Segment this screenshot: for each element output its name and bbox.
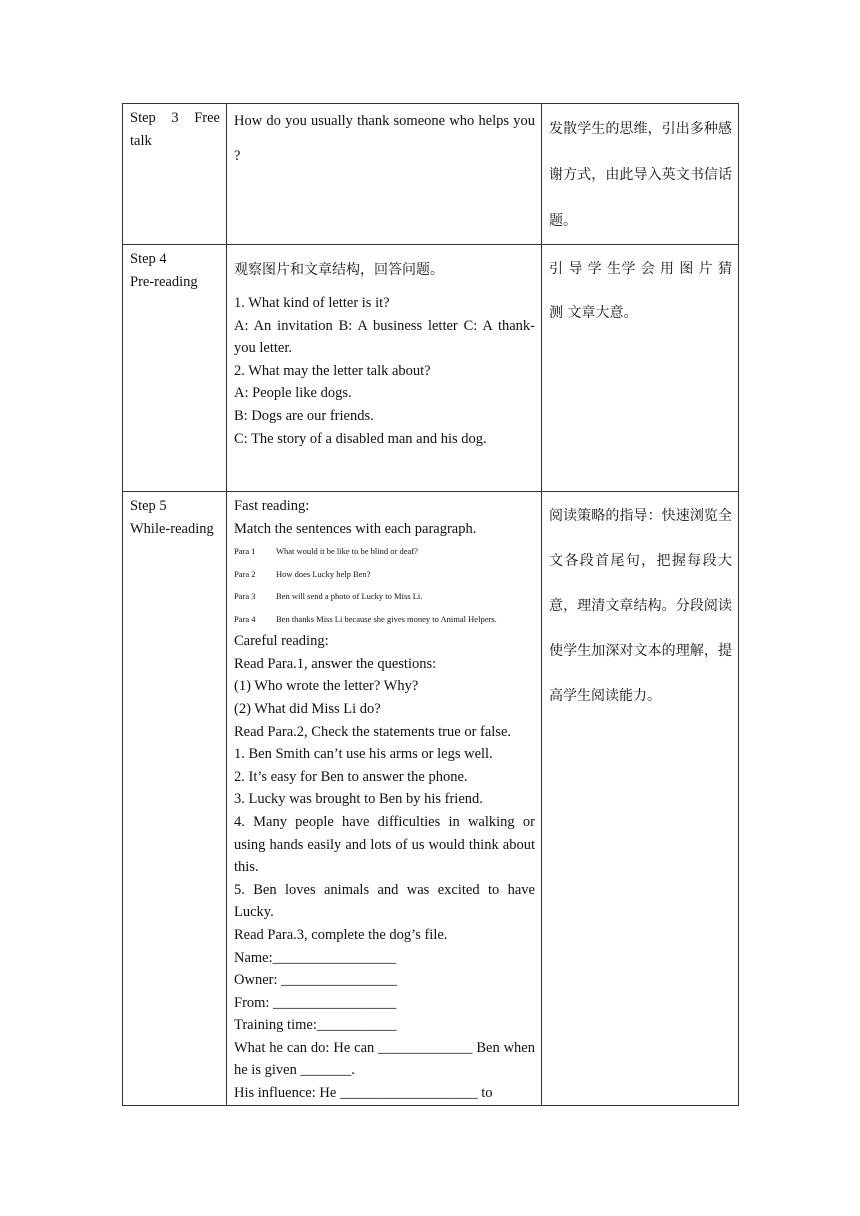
- careful-reading-heading: Careful reading:: [234, 633, 329, 650]
- para-match-item: Para 2 How does Lucky help Ben?: [234, 568, 371, 579]
- para1-task: Read Para.1, answer the questions:: [234, 655, 437, 672]
- statement-item: 4. Many people have difficulties in walking or using hands easily and lots of us would think about this.: [234, 813, 535, 876]
- para-match-item: Para 1 What would it be like to be blind or deaf?: [234, 546, 418, 557]
- design-notes: 阅读策略的指导：快速浏览全文各段首尾句，把握每段大意，理清文章结构。分段阅读使学生加深对文本的理解，提高学生阅读能力。: [549, 508, 732, 704]
- statement-item: 2. It’s easy for Ben to answer the phone.: [234, 768, 468, 785]
- file-field-influence: His influence: He ___________________ to: [234, 1085, 493, 1102]
- notes-cell: [542, 245, 739, 492]
- match-instruction: Match the sentences with each paragraph.: [234, 520, 477, 537]
- step-number: Step 4: [130, 251, 167, 267]
- statement-item: 5. Ben loves animals and was excited to have Lucky.: [234, 881, 535, 921]
- para-match-item: Para 4 Ben thanks Miss Li because she gives money to Animal Helpers.: [234, 613, 497, 624]
- table-row: [123, 492, 739, 1106]
- step-cell: [123, 245, 227, 492]
- content-cell: [227, 104, 542, 245]
- table-row: [123, 245, 739, 492]
- lesson-plan-table: [122, 103, 739, 1106]
- design-notes: 发散学生的思维，引出多种感谢方式，由此导入英文书信话题。: [549, 121, 732, 229]
- option-b: B: Dogs are our friends.: [234, 407, 374, 424]
- para-match-item: Para 3 Ben will send a photo of Lucky to Miss Li.: [234, 591, 423, 602]
- para3-task: Read Para.3, complete the dog’s file.: [234, 926, 448, 943]
- table-row: [123, 104, 739, 245]
- fast-reading-heading: Fast reading:: [234, 498, 310, 514]
- question-2: 2. What may the letter talk about?: [234, 362, 431, 379]
- file-field-training: Training time:___________: [234, 1017, 397, 1034]
- step-label: Step 3 Free talk: [130, 110, 220, 149]
- statement-item: 3. Lucky was brought to Ben by his friend.: [234, 791, 483, 808]
- step-cell: [123, 104, 227, 245]
- notes-cell: [542, 492, 739, 1106]
- step-stage: Pre-reading: [130, 273, 198, 290]
- content-cell: [227, 492, 542, 1106]
- notes-cell: [542, 104, 739, 245]
- file-field-name: Name:_________________: [234, 949, 396, 966]
- task-intro: 观察图片和文章结构，回答问题。: [234, 262, 444, 278]
- step-number: Step 5: [130, 498, 167, 514]
- file-field-from: From: _________________: [234, 994, 397, 1011]
- free-talk-question: How do you usually thank someone who helps you ?: [234, 113, 535, 164]
- step-cell: [123, 492, 227, 1106]
- file-field-owner: Owner: ________________: [234, 972, 398, 989]
- option-c: C: The story of a disabled man and his dog.: [234, 430, 487, 447]
- question-1: 1. What kind of letter is it?: [234, 295, 390, 311]
- design-notes: 引 导 学 生学 会 用 图 片 猜 测 文章大意。: [549, 261, 732, 321]
- step-stage: While-reading: [130, 520, 214, 537]
- question-1-options: A: An invitation B: A business letter C: A thank-you letter.: [234, 317, 535, 357]
- file-field-cando: What he can do: He can _____________ Ben when he is given _______.: [234, 1039, 535, 1079]
- para2-task: Read Para.2, Check the statements true or false.: [234, 723, 512, 740]
- question-item: (2) What did Miss Li do?: [234, 700, 381, 717]
- question-item: (1) Who wrote the letter? Why?: [234, 678, 419, 695]
- statement-item: 1. Ben Smith can’t use his arms or legs well.: [234, 746, 493, 763]
- option-a: A: People like dogs.: [234, 385, 352, 402]
- content-cell: [227, 245, 542, 492]
